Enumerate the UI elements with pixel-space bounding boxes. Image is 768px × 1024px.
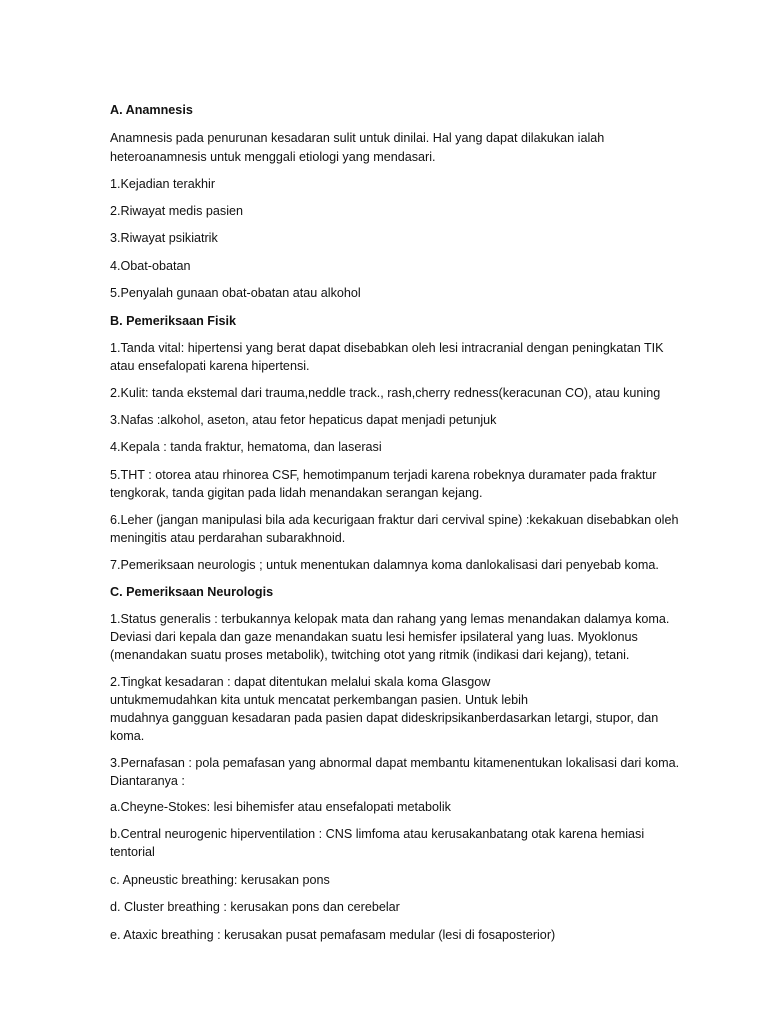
paragraph-line: Anamnesis pada penurunan kesadaran sulit untuk dinilai. Hal yang dapat dilakukan ialah: [110, 131, 605, 145]
list-item: 5.THT : otorea atau rhinorea CSF, hemotimpanum terjadi karena robeknya duramater pada fraktur: [110, 468, 657, 482]
sub-list-item: c. Apneustic breathing: kerusakan pons: [110, 873, 330, 887]
list-item: 4.Obat-obatan: [110, 259, 191, 273]
section-heading-pemeriksaan-fisik: B. Pemeriksaan Fisik: [110, 314, 237, 328]
list-item-continuation: (menandakan suatu proses metabolik), twitching otot yang ritmik (indikasi dari kejang), tetani.: [110, 648, 630, 662]
list-item-continuation: koma.: [110, 729, 145, 743]
sub-list-item: a.Cheyne-Stokes: lesi bihemisfer atau ensefalopati metabolik: [110, 800, 451, 814]
sub-list-item-continuation: tentorial: [110, 845, 155, 859]
list-item: 1.Tanda vital: hipertensi yang berat dapat disebabkan oleh lesi intracranial dengan peningkatan TIK: [110, 341, 664, 355]
section-heading-pemeriksaan-neurologis: C. Pemeriksaan Neurologis: [110, 585, 274, 599]
list-item-continuation: tengkorak, tanda gigitan pada lidah menandakan serangan kejang.: [110, 486, 483, 500]
list-item: 2.Kulit: tanda ekstemal dari trauma,neddle track., rash,cherry redness(keracunan CO), atau kuning: [110, 386, 661, 400]
list-item: 2.Riwayat medis pasien: [110, 204, 243, 218]
list-item: 1.Kejadian terakhir: [110, 177, 216, 191]
list-item: 7.Pemeriksaan neurologis ; untuk menentukan dalamnya koma danlokalisasi dari penyebab koma.: [110, 558, 659, 572]
list-item: 6.Leher (jangan manipulasi bila ada kecurigaan fraktur dari cervival spine) :kekakuan disebabkan oleh: [110, 513, 679, 527]
list-item: 4.Kepala : tanda fraktur, hematoma, dan laserasi: [110, 440, 382, 454]
list-item-continuation: Diantaranya :: [110, 774, 185, 788]
list-item: 5.Penyalah gunaan obat-obatan atau alkohol: [110, 286, 361, 300]
list-item-continuation: meningitis atau perdarahan subarakhnoid.: [110, 531, 346, 545]
section-heading-anamnesis: A. Anamnesis: [110, 103, 193, 117]
list-item-continuation: mudahnya gangguan kesadaran pada pasien dapat dideskripsikanberdasarkan letargi, stupor, dan: [110, 711, 659, 725]
list-item-continuation: untukmemudahkan kita untuk mencatat perkembangan pasien. Untuk lebih: [110, 693, 528, 707]
list-item: 3.Pernafasan : pola pemafasan yang abnormal dapat membantu kitamenentukan lokalisasi dari koma.: [110, 756, 680, 770]
list-item: 1.Status generalis : terbukannya kelopak mata dan rahang yang lemas menandakan dalamya koma.: [110, 612, 670, 626]
sub-list-item: e. Ataxic breathing : kerusakan pusat pemafasam medular (lesi di fosaposterior): [110, 928, 556, 942]
list-item: 3.Nafas :alkohol, aseton, atau fetor hepaticus dapat menjadi petunjuk: [110, 413, 497, 427]
paragraph-line: heteroanamnesis untuk menggali etiologi yang mendasari.: [110, 150, 436, 164]
sub-list-item: d. Cluster breathing : kerusakan pons dan cerebelar: [110, 900, 400, 914]
list-item: 3.Riwayat psikiatrik: [110, 231, 218, 245]
sub-list-item: b.Central neurogenic hiperventilation : CNS limfoma atau kerusakanbatang otak karena hemiasi: [110, 827, 645, 841]
list-item-continuation: atau ensefalopati karena hipertensi.: [110, 359, 310, 373]
list-item: 2.Tingkat kesadaran : dapat ditentukan melalui skala koma Glasgow: [110, 675, 491, 689]
list-item-continuation: Deviasi dari kepala dan gaze menandakan suatu lesi hemisfer ipsilateral yang luas. Myoklonus: [110, 630, 638, 644]
